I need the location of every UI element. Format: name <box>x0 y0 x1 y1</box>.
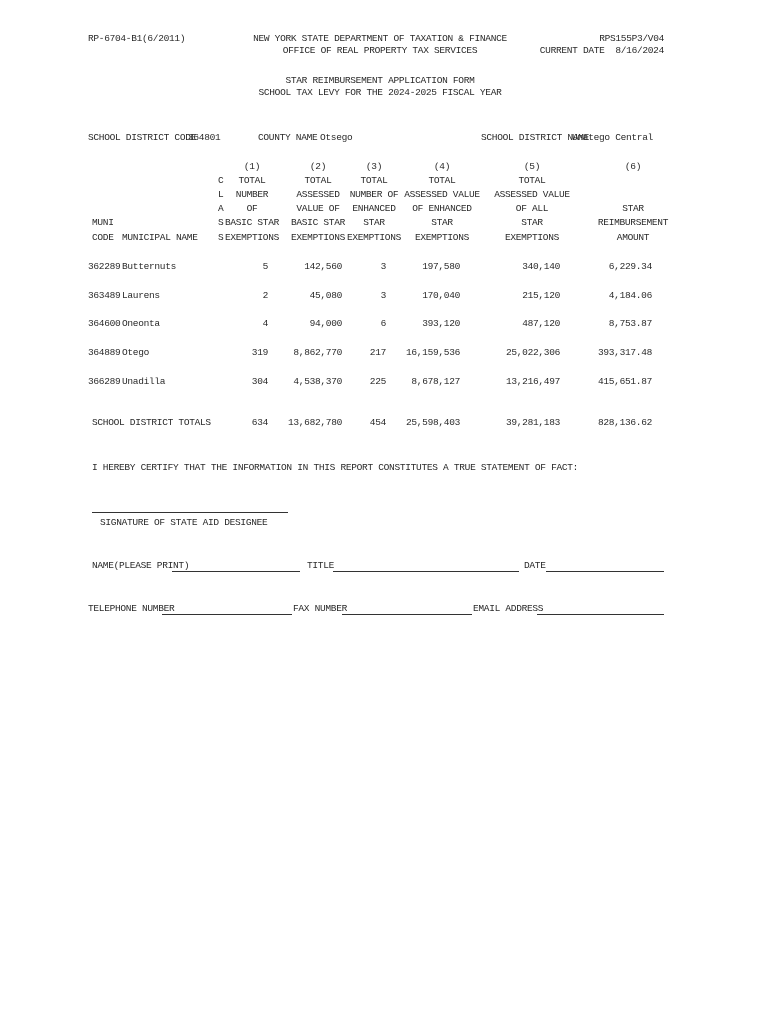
title-label: TITLE <box>307 560 335 571</box>
enhanced-star-count: 217 <box>369 347 386 358</box>
certification-statement: I HEREBY CERTIFY THAT THE INFORMATION IN THIS REPORT CONSTITUTES A TRUE STATEMENT OF FACT: <box>92 462 579 473</box>
basic-star-value: 94,000 <box>309 318 342 329</box>
total-enhanced-star-count: 454 <box>369 417 386 428</box>
all-star-value: 25,022,306 <box>505 347 560 358</box>
name-field[interactable] <box>172 571 300 572</box>
all-star-value: 340,140 <box>522 261 560 272</box>
basic-star-value: 8,862,770 <box>293 347 342 358</box>
all-star-value: 13,216,497 <box>505 376 560 387</box>
basic-star-value: 142,560 <box>304 261 342 272</box>
basic-star-count: 5 <box>262 261 268 272</box>
basic-star-count: 304 <box>251 376 268 387</box>
all-star-value: 215,120 <box>522 290 560 301</box>
enhanced-star-count: 3 <box>380 290 386 301</box>
reimbursement-amount: 393,317.48 <box>597 347 652 358</box>
enhanced-star-count: 3 <box>380 261 386 272</box>
total-reimbursement-amount: 828,136.62 <box>597 417 652 428</box>
email-field[interactable] <box>537 614 664 615</box>
signature-line[interactable] <box>92 512 288 513</box>
form-subtitle: SCHOOL TAX LEVY FOR THE 2024-2025 FISCAL YEAR <box>258 87 502 98</box>
signature-label: SIGNATURE OF STATE AID DESIGNEE <box>100 517 268 528</box>
form-title: STAR REIMBURSEMENT APPLICATION FORM <box>285 75 475 86</box>
district-code: 364801 <box>188 132 221 143</box>
office-name: OFFICE OF REAL PROPERTY TAX SERVICES <box>282 45 478 56</box>
fax-label: FAX NUMBER <box>293 603 348 614</box>
report-id: RPS155P3/V04 <box>599 33 664 44</box>
totals-label: SCHOOL DISTRICT TOTALS <box>92 417 211 428</box>
enhanced-star-value: 393,120 <box>422 318 460 329</box>
date-label: DATE <box>524 560 546 571</box>
basic-star-count: 2 <box>262 290 268 301</box>
total-basic-star-count: 634 <box>251 417 268 428</box>
municipal-name: Unadilla <box>122 376 166 387</box>
municipal-name: Laurens <box>122 290 160 301</box>
basic-star-count: 4 <box>262 318 268 329</box>
county-name-label: COUNTY NAME <box>258 132 318 143</box>
district-code-label: SCHOOL DISTRICT CODE <box>88 132 197 143</box>
telephone-label: TELEPHONE NUMBER <box>88 603 175 614</box>
total-all-star-value: 39,281,183 <box>505 417 560 428</box>
reimbursement-amount: 6,229.34 <box>608 261 652 272</box>
district-name: Unatego Central <box>572 132 654 143</box>
current-date: CURRENT DATE 8/16/2024 <box>539 45 664 56</box>
code-header: CODE <box>92 232 114 243</box>
telephone-field[interactable] <box>162 614 292 615</box>
total-enhanced-star-value: 25,598,403 <box>405 417 460 428</box>
department-name: NEW YORK STATE DEPARTMENT OF TAXATION & FINANCE <box>253 33 507 44</box>
muni-code: 362289 <box>88 261 121 272</box>
form-id: RP-6704-B1(6/2011) <box>88 33 186 44</box>
reimbursement-amount: 8,753.87 <box>608 318 652 329</box>
muni-header: MUNI <box>92 217 114 228</box>
municipal-name: Oneonta <box>122 318 160 329</box>
all-star-value: 487,120 <box>522 318 560 329</box>
municipal-name: Otego <box>122 347 150 358</box>
district-name-label: SCHOOL DISTRICT NAME <box>481 132 590 143</box>
county-name: Otsego <box>320 132 353 143</box>
enhanced-star-value: 8,678,127 <box>411 376 460 387</box>
basic-star-count: 319 <box>251 347 268 358</box>
reimbursement-amount: 4,184.06 <box>608 290 652 301</box>
muni-code: 364600 <box>88 318 121 329</box>
basic-star-value: 45,080 <box>309 290 342 301</box>
enhanced-star-count: 6 <box>380 318 386 329</box>
enhanced-star-value: 16,159,536 <box>405 347 460 358</box>
reimbursement-amount: 415,651.87 <box>597 376 652 387</box>
enhanced-star-value: 170,040 <box>422 290 460 301</box>
municipal-name: Butternuts <box>122 261 177 272</box>
fax-field[interactable] <box>342 614 472 615</box>
enhanced-star-count: 225 <box>369 376 386 387</box>
basic-star-value: 4,538,370 <box>293 376 342 387</box>
name-label: NAME(PLEASE PRINT) <box>92 560 190 571</box>
enhanced-star-value: 197,580 <box>422 261 460 272</box>
email-label: EMAIL ADDRESS <box>473 603 544 614</box>
title-field[interactable] <box>333 571 519 572</box>
total-basic-star-value: 13,682,780 <box>287 417 342 428</box>
date-field[interactable] <box>546 571 664 572</box>
muni-code: 366289 <box>88 376 121 387</box>
municipal-name-header: MUNICIPAL NAME <box>122 232 198 243</box>
muni-code: 363489 <box>88 290 121 301</box>
muni-code: 364889 <box>88 347 121 358</box>
